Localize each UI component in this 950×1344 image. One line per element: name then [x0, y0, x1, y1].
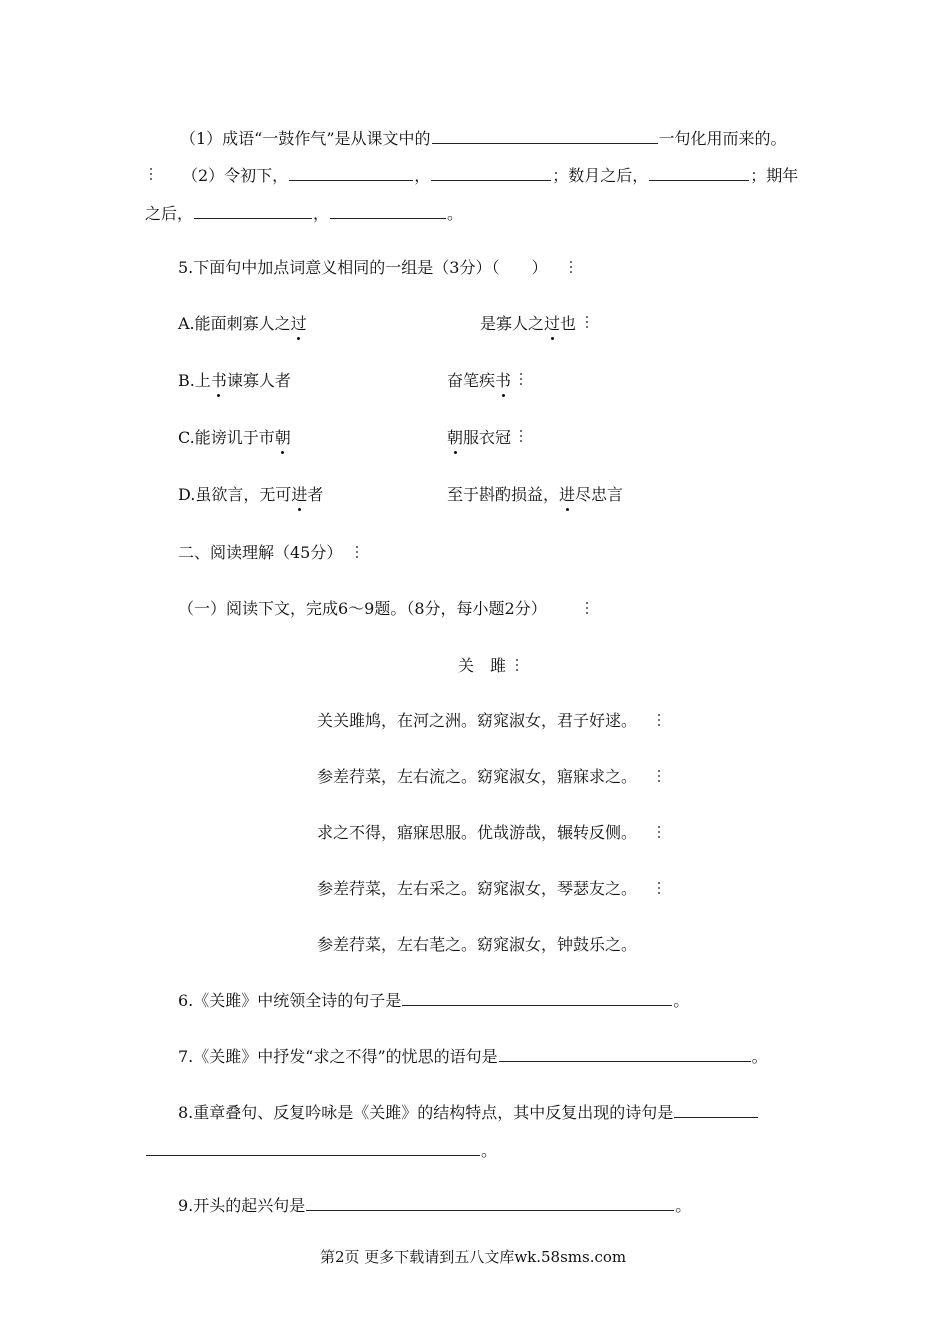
answer-blank[interactable]	[674, 1101, 758, 1118]
margin-mark	[570, 261, 572, 276]
option-text: 能面刺寡人之	[194, 314, 291, 333]
option-text: 至于斟酌损益，	[447, 485, 560, 504]
section-heading-text: 二、阅读理解（45分）	[178, 543, 343, 562]
q4-part1-prefix: （1）成语“一鼓作气”是从课文中的	[180, 129, 431, 148]
question-end: 。	[751, 1047, 768, 1066]
q5-stem-text: 5.下面句中加点词意义相同的一组是（3分）（ ）	[178, 258, 548, 277]
question-9	[178, 1194, 691, 1217]
option-text: 者	[307, 485, 324, 504]
section-heading	[178, 542, 342, 564]
q5-option-c-right	[447, 427, 511, 449]
answer-blank[interactable]	[649, 164, 749, 181]
q4-part2	[182, 164, 798, 187]
q5-option-b-right	[447, 370, 511, 392]
q5-option-d-left	[178, 484, 323, 506]
margin-mark	[658, 826, 660, 841]
margin-mark	[516, 659, 518, 674]
question-text: 9.开头的起兴句是	[178, 1196, 306, 1215]
option-text: 谏寡人者	[226, 371, 291, 390]
dotted-char: 过	[290, 314, 307, 333]
option-text: 尽忠言	[575, 485, 624, 504]
dotted-char: 朝	[447, 428, 464, 447]
margin-mark	[520, 430, 522, 445]
option-text: 能谤讥于市	[194, 428, 275, 447]
option-text: 也	[560, 314, 577, 333]
dotted-char: 进	[291, 485, 308, 504]
question-text: 8.重章叠句、反复吟咏是《关雎》的结构特点，其中反复出现的诗句是	[178, 1103, 674, 1122]
margin-mark	[658, 714, 660, 729]
q5-option-a-left	[178, 313, 307, 335]
poem-title	[458, 655, 506, 677]
question-text: 6.《关雎》中统领全诗的句子是	[178, 991, 402, 1010]
dotted-char: 过	[544, 314, 561, 333]
margin-mark	[586, 602, 588, 617]
answer-blank[interactable]	[289, 164, 413, 181]
q4-part2-text: ，	[313, 204, 330, 223]
dotted-char: 书	[495, 371, 512, 390]
poem-line	[317, 766, 637, 788]
q4-part2-text: 之后，	[145, 204, 194, 223]
option-text: 虽欲言，无可	[195, 485, 292, 504]
margin-mark	[520, 373, 522, 388]
option-text: 是寡人之	[480, 314, 545, 333]
poem-line-text: 参差荇菜，左右采之。窈窕淑女，琴瑟友之。	[317, 879, 638, 898]
poem-line-text: 参差荇菜，左右流之。窈窕淑女，寤寐求之。	[317, 767, 638, 786]
poem-line-text: 参差荇菜，左右芼之。窈窕淑女，钟鼓乐之。	[317, 935, 638, 954]
poem-line	[317, 822, 637, 844]
q4-part1	[180, 127, 787, 150]
q5-option-d-right	[447, 484, 623, 506]
q4-part2-cont	[145, 202, 463, 225]
q4-part2-text: 。	[447, 204, 464, 223]
question-7	[178, 1045, 768, 1068]
option-label: C.	[178, 428, 195, 447]
q4-part2-text: ；期年	[750, 166, 799, 185]
answer-blank[interactable]	[194, 202, 312, 219]
question-end: 。	[673, 991, 690, 1010]
q5-option-c-left	[178, 427, 291, 449]
question-text: 7.《关雎》中抒发“求之不得”的忧思的语句是	[178, 1047, 498, 1066]
margin-mark	[150, 168, 152, 183]
answer-blank[interactable]	[330, 202, 446, 219]
q4-part1-suffix: 一句化用而来的。	[658, 129, 787, 148]
margin-mark	[356, 546, 358, 561]
q4-part2-text: ，	[414, 166, 431, 185]
q4-part2-text: （2）令初下，	[182, 166, 289, 185]
margin-mark	[658, 770, 660, 785]
poem-line-text: 求之不得，寤寐思服。优哉游哉，辗转反侧。	[317, 823, 638, 842]
poem-title-text: 关 雎	[458, 656, 507, 675]
poem-line	[317, 878, 637, 900]
dotted-char: 进	[559, 485, 576, 504]
margin-mark	[658, 882, 660, 897]
question-6	[178, 989, 689, 1012]
q5-option-b-left	[178, 370, 291, 392]
q5-stem	[178, 257, 547, 279]
option-text: 奋笔疾	[447, 371, 496, 390]
section-sub	[178, 598, 547, 620]
answer-blank[interactable]	[499, 1045, 751, 1062]
answer-blank[interactable]	[146, 1139, 480, 1156]
dotted-char: 书	[210, 371, 227, 390]
section-sub-text: （一）阅读下文，完成6～9题。（8分，每小题2分）	[178, 599, 547, 618]
question-end: 。	[675, 1196, 692, 1215]
option-label: D.	[178, 485, 196, 504]
answer-blank[interactable]	[306, 1194, 674, 1211]
answer-blank[interactable]	[431, 164, 551, 181]
answer-blank[interactable]	[402, 989, 672, 1006]
q4-part2-text: ；数月之后，	[552, 166, 649, 185]
option-label: B.	[178, 371, 195, 390]
answer-blank[interactable]	[432, 127, 658, 144]
option-text: 服衣冠	[463, 428, 512, 447]
q5-option-a-right	[480, 313, 576, 335]
dotted-char: 朝	[274, 428, 291, 447]
option-text: 上	[194, 371, 211, 390]
option-label: A.	[178, 314, 195, 333]
poem-line-text: 关关雎鸠，在河之洲。窈窕淑女，君子好逑。	[317, 711, 638, 730]
question-end: 。	[481, 1141, 498, 1160]
footer-text: 第2页 更多下载请到五八文库wk.58sms.com	[320, 1248, 627, 1266]
question-8	[178, 1101, 759, 1124]
margin-mark	[586, 316, 588, 331]
question-8-cont	[145, 1139, 497, 1162]
poem-line	[317, 934, 637, 956]
poem-line	[317, 710, 637, 732]
page-footer	[320, 1246, 626, 1268]
